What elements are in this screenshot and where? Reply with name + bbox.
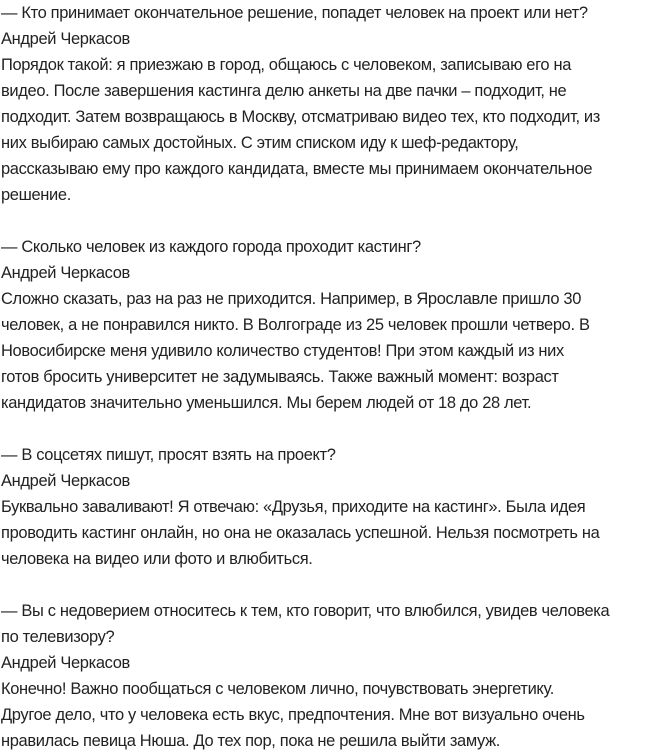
question-line: — Вы с недоверием относитесь к тем, кто говорит, что влюбился, увидев человека bbox=[1, 601, 610, 620]
qa-block bbox=[1, 598, 670, 754]
interview-question bbox=[1, 442, 670, 468]
speaker-name: Андрей Черкасов bbox=[1, 653, 130, 672]
interview-answer bbox=[1, 286, 670, 416]
answer-line: Новосибирске меня удивило количество студентов! При этом каждый из них bbox=[1, 341, 564, 360]
answer-line: них выбираю самых достойных. С этим списком иду к шеф-редактору, bbox=[1, 133, 519, 152]
answer-line: проводить кастинг онлайн, но она не оказалась успешной. Нельзя посмотреть на bbox=[1, 523, 600, 542]
answer-line: кандидатов значительно уменьшился. Мы берем людей от 18 до 28 лет. bbox=[1, 393, 532, 412]
speaker-name: Андрей Черкасов bbox=[1, 471, 130, 490]
answer-line: человек, а не понравился никто. В Волгограде из 25 человек прошли четверо. В bbox=[1, 315, 590, 334]
question-line: — Сколько человек из каждого города проходит кастинг? bbox=[1, 237, 421, 256]
answer-line: Буквально заваливают! Я отвечаю: «Друзья, приходите на кастинг». Была идея bbox=[1, 497, 586, 516]
question-line: — В соцсетях пишут, просят взять на проект? bbox=[1, 445, 336, 464]
answer-line: готов бросить университет не задумываясь. Также важный момент: возраст bbox=[1, 367, 559, 386]
answer-line: нравилась певица Нюша. До тех пор, пока не решила выйти замуж. bbox=[1, 731, 501, 750]
qa-block bbox=[1, 234, 670, 416]
speaker-name: Андрей Черкасов bbox=[1, 29, 130, 48]
answer-line: видео. После завершения кастинга делю анкеты на две пачки – подходит, не bbox=[1, 81, 567, 100]
answer-line: Другое дело, что у человека есть вкус, предпочтения. Мне вот визуально очень bbox=[1, 705, 585, 724]
interview-answer bbox=[1, 676, 670, 754]
interview-question bbox=[1, 598, 670, 650]
answer-line: Конечно! Важно пообщаться с человеком лично, почувствовать энергетику. bbox=[1, 679, 554, 698]
question-line: по телевизору? bbox=[1, 627, 115, 646]
answer-line: рассказываю ему про каждого кандидата, вместе мы принимаем окончательное bbox=[1, 159, 593, 178]
interview-question bbox=[1, 0, 670, 26]
question-line: — Кто принимает окончательное решение, попадет человек на проект или нет? bbox=[1, 3, 588, 22]
speaker-name: Андрей Черкасов bbox=[1, 263, 130, 282]
interview-question bbox=[1, 234, 670, 260]
qa-block bbox=[1, 442, 670, 572]
answer-line: человека на видео или фото и влюбиться. bbox=[1, 549, 313, 568]
interview-answer bbox=[1, 52, 670, 208]
interview-answer bbox=[1, 494, 670, 572]
answer-line: решение. bbox=[1, 185, 71, 204]
answer-line: подходит. Затем возвращаюсь в Москву, отсматриваю видео тех, кто подходит, из bbox=[1, 107, 600, 126]
answer-line: Сложно сказать, раз на раз не приходится. Например, в Ярославле пришло 30 bbox=[1, 289, 582, 308]
qa-block bbox=[1, 0, 670, 208]
answer-line: Порядок такой: я приезжаю в город, общаюсь с человеком, записываю его на bbox=[1, 55, 572, 74]
